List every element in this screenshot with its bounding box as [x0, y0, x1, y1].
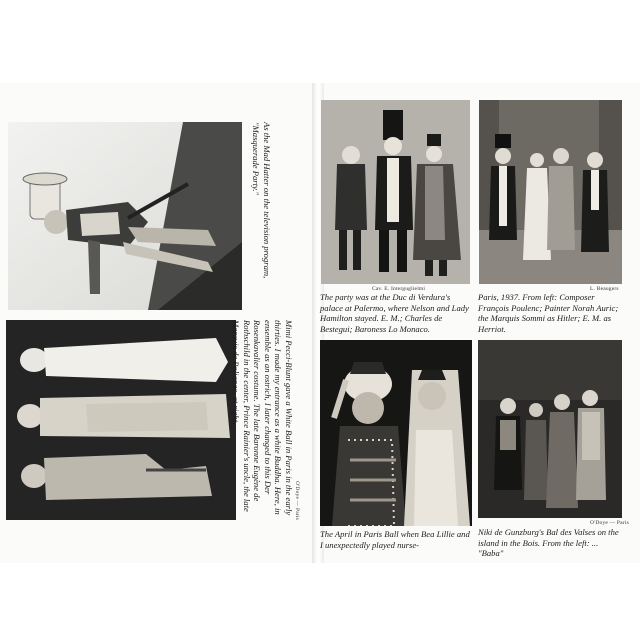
mad-hatter-caption-block: [251, 122, 272, 312]
paris-1937-caption: Paris, 1937. From left: Composer François Poulenc; Painter Norah Auric; the Marquis Sommi as Hitler; E. M. as Herriot.: [478, 292, 619, 334]
white-ball-caption: Mimi Pecci-Blunt gave a White Ball in Paris in the early thirties. I made my entrance as a white Buddha. Here, in ensemble as an ostrich, I later changed to this Der Rosenkavalier costume. The late Baronne Eugène de Rothschild in the center, Prince Rainier's uncle, the late Marquis de Polignac, at right.: [231, 320, 294, 516]
background-bottom: [0, 563, 640, 640]
photo-bal-des-valses: [478, 340, 622, 518]
bal-des-valses-credit: O'Doye — Paris: [590, 520, 629, 526]
bal-des-valses-caption: Niki de Gunzburg's Bal des Valses on the island in the Bois. From the left: ... "Baba": [478, 527, 619, 559]
photo-white-ball: [6, 320, 236, 520]
white-ball-caption-block: [230, 320, 300, 520]
verdura-credit: Cav. E. Interguglielmi: [372, 286, 426, 292]
mad-hatter-caption: As the Mad Hatter on the television program, "Masquerade Party.": [251, 122, 272, 279]
photo-april-in-paris: [320, 340, 472, 526]
verdura-caption: The party was at the Duc di Verdura's palace at Palermo, where Nelson and Lady Hamilton stayed. E. M.; Charles de Bestegui; Baroness Lo Monaco.: [320, 292, 469, 334]
photo-verdura-party: [321, 100, 470, 284]
white-ball-credit: O'Doye — Paris: [294, 481, 300, 520]
april-caption: The April in Paris Ball when Bea Lillie and I unexpectedly played nurse-: [320, 529, 470, 550]
paris-1937-credit: L. Beaugers: [590, 286, 619, 292]
photo-mad-hatter: [8, 122, 242, 310]
photo-paris-1937: [479, 100, 622, 284]
